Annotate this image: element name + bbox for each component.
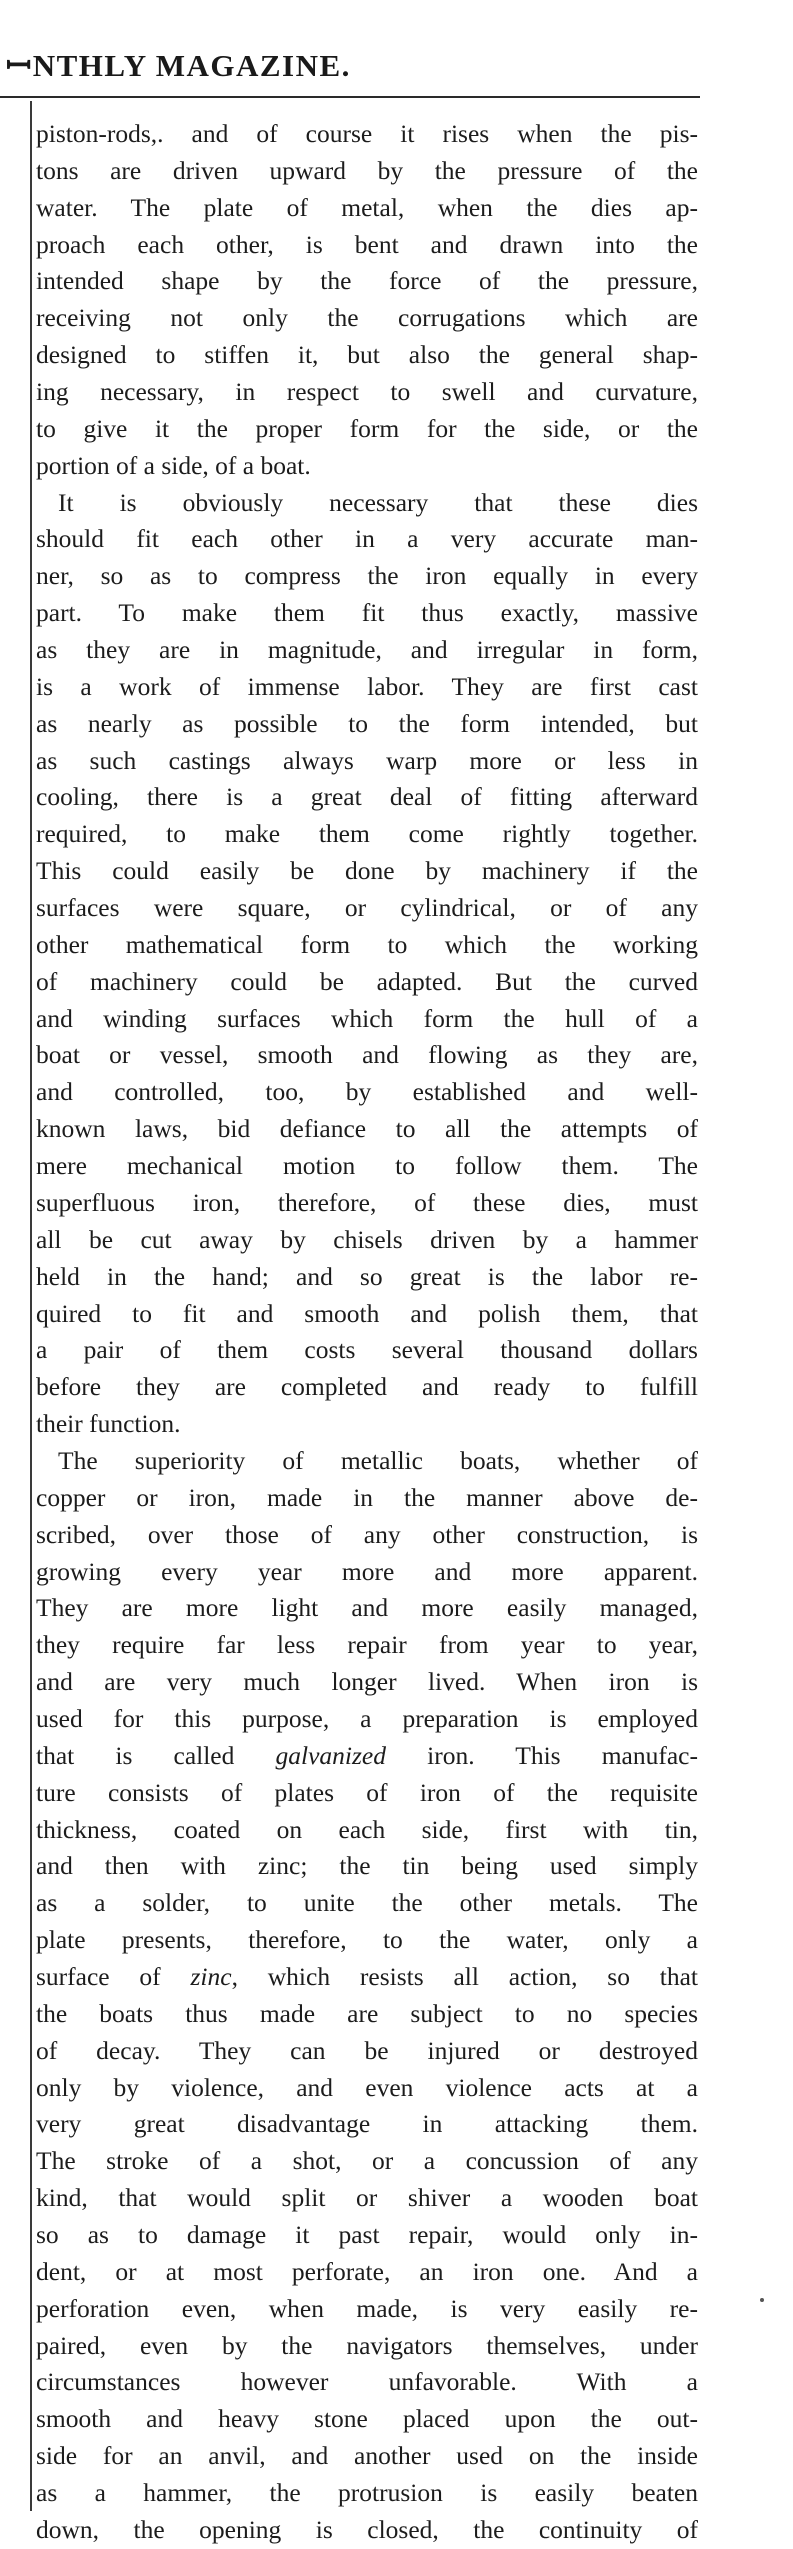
text-line: before they are completed and ready to fulfill: [36, 1372, 698, 1402]
emphasis-galvanized: galvanized: [275, 1740, 386, 1770]
text-line: thickness, coated on each side, first with tin,: [36, 1814, 698, 1844]
text-line: proach each other, is bent and drawn into the: [36, 229, 698, 259]
text-line: perforation even, when made, is very easily re-: [36, 2293, 698, 2323]
text-line: the boats thus made are subject to no species: [36, 1998, 698, 2028]
text-line: quired to fit and smooth and polish them, that: [36, 1298, 698, 1328]
emphasis-zinc: zinc: [190, 1961, 232, 1991]
text-line: scribed, over those of any other construction, is: [36, 1519, 698, 1549]
text-line: to give it the proper form for the side, or the: [36, 413, 698, 443]
text-line: piston-rods,. and of course it rises when the pis-: [36, 119, 698, 148]
text-line: and then with zinc; the tin being used simply: [36, 1851, 698, 1881]
text-run: surface of: [36, 1961, 191, 1991]
text-line: water. The plate of metal, when the dies ap-: [36, 192, 698, 222]
text-line: It is obviously necessary that these dies: [58, 487, 698, 517]
text-line: known laws, bid defiance to all the attempts of: [36, 1114, 698, 1144]
text-line: ner, so as to compress the iron equally in every: [36, 561, 698, 591]
text-line: required, to make them come rightly together.: [36, 819, 698, 849]
text-line: side for an anvil, and another used on the inside: [36, 2441, 698, 2471]
text-line: [36, 1738, 698, 1775]
text-line: smooth and heavy stone placed upon the out-: [36, 2404, 698, 2434]
text-line: as a hammer, the protrusion is easily beaten: [36, 2478, 698, 2507]
text-line: a pair of them costs several thousand dollars: [36, 1335, 698, 1365]
text-line: of machinery could be adapted. But the curved: [36, 966, 698, 996]
paragraph-2: [36, 485, 698, 1443]
text-line: very great disadvantage in attacking them.: [36, 2109, 698, 2139]
text-line: cooling, there is a great deal of fitting afterward: [36, 782, 698, 812]
text-line: ture consists of plates of iron of the requisite: [36, 1777, 698, 1807]
text-line: receiving not only the corrugations which are: [36, 303, 698, 333]
text-line: The superiority of metallic boats, whether of: [58, 1445, 698, 1475]
text-line: copper or iron, made in the manner above de-: [36, 1482, 698, 1512]
text-run: that is called: [36, 1740, 276, 1770]
text-line: other mathematical form to which the working: [36, 929, 698, 959]
article-body: [36, 116, 698, 2549]
header-rule: [0, 96, 700, 98]
text-line: paired, even by the navigators themselves, under: [36, 2330, 698, 2360]
text-line: held in the hand; and so great is the labor re-: [36, 1261, 698, 1291]
text-line: intended shape by the force of the pressure,: [36, 266, 698, 296]
text-line: This could easily be done by machinery if the: [36, 856, 698, 886]
text-line: growing every year more and more apparent.: [36, 1556, 698, 1586]
text-line: only by violence, and even violence acts at a: [36, 2072, 698, 2102]
text-line: as a solder, to unite the other metals. The: [36, 1888, 698, 1918]
text-line: circumstances however unfavorable. With a: [36, 2367, 698, 2397]
text-line: so as to damage it past repair, would only in-: [36, 2219, 698, 2249]
text-line: surfaces were square, or cylindrical, or of any: [36, 893, 698, 923]
text-line: down, the opening is closed, the continuity of: [36, 2514, 698, 2544]
text-line: and controlled, too, by established and well-: [36, 1077, 698, 1107]
text-line: all be cut away by chisels driven by a hammer: [36, 1224, 698, 1254]
paragraph-3: [36, 1443, 698, 2549]
text-line: mere mechanical motion to follow them. The: [36, 1151, 698, 1181]
text-line: their function.: [36, 1409, 181, 1439]
text-line: [36, 1959, 698, 1996]
text-line: they require far less repair from year to year,: [36, 1630, 698, 1660]
text-line: as such castings always warp more or less in: [36, 745, 698, 775]
print-speck: [760, 2298, 764, 2302]
text-line: designed to stiffen it, but also the general shap-: [36, 340, 698, 370]
text-line: They are more light and more easily managed,: [36, 1593, 698, 1623]
text-line: of decay. They can be injured or destroyed: [36, 2035, 698, 2065]
text-run: , which resists all action, so that: [231, 1961, 698, 1991]
text-line: is a work of immense labor. They are first cast: [36, 671, 698, 701]
column-rule: [30, 101, 32, 2511]
text-run: iron. This manufac-: [386, 1740, 698, 1770]
text-line: and winding surfaces which form the hull of a: [36, 1003, 698, 1033]
text-line: dent, or at most perforate, an iron one. And a: [36, 2256, 698, 2286]
paragraph-1: [36, 116, 698, 485]
running-head: ꟷNTHLY MAGAZINE.: [6, 48, 351, 83]
text-line: kind, that would split or shiver a wooden boat: [36, 2183, 698, 2213]
text-line: tons are driven upward by the pressure of the: [36, 155, 698, 185]
text-line: as they are in magnitude, and irregular in form,: [36, 635, 698, 665]
text-line: plate presents, therefore, to the water, only a: [36, 1925, 698, 1955]
text-line: ing necessary, in respect to swell and curvature,: [36, 377, 698, 407]
text-line: as nearly as possible to the form intended, but: [36, 708, 698, 738]
text-line: used for this purpose, a preparation is employed: [36, 1703, 698, 1733]
text-line: boat or vessel, smooth and flowing as they are,: [36, 1040, 698, 1070]
text-line: and are very much longer lived. When iron is: [36, 1667, 698, 1697]
text-line: superfluous iron, therefore, of these dies, must: [36, 1187, 698, 1217]
text-line: portion of a side, of a boat.: [36, 450, 311, 480]
text-line: should fit each other in a very accurate man-: [36, 524, 698, 554]
text-line: part. To make them fit thus exactly, massive: [36, 598, 698, 628]
text-line: The stroke of a shot, or a concussion of any: [36, 2146, 698, 2176]
